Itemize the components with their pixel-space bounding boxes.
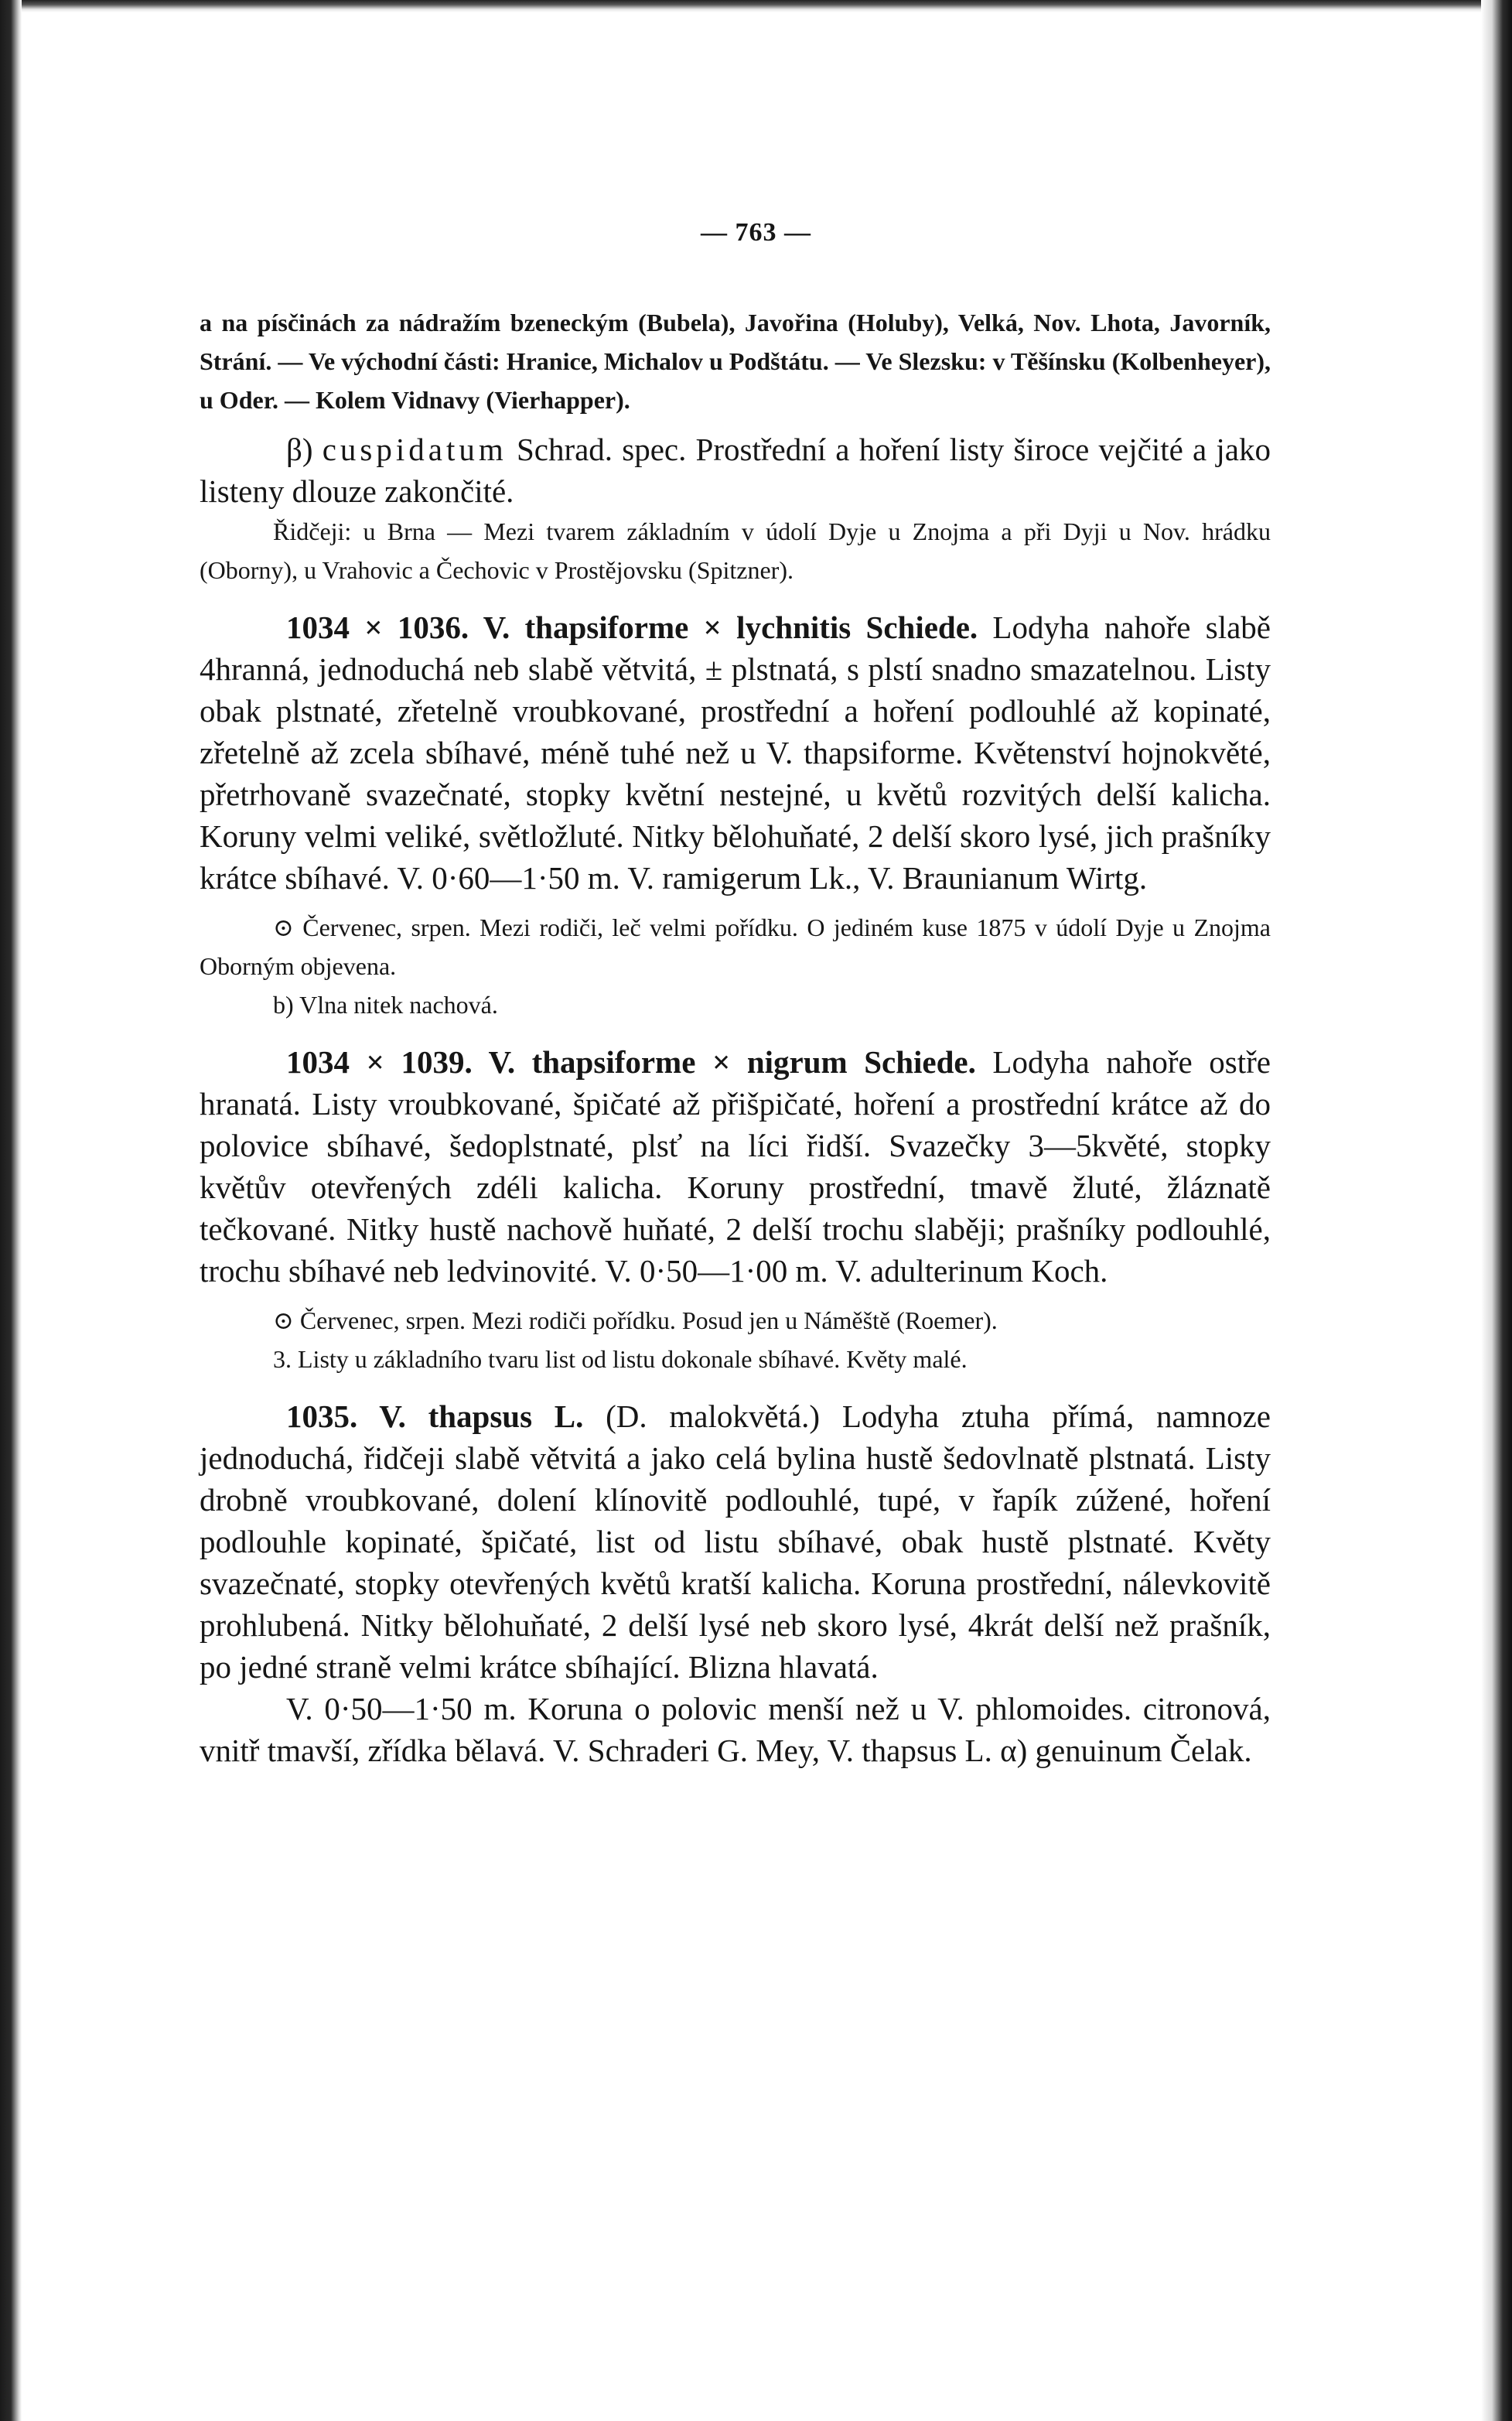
variety-beta-paragraph [200, 429, 1271, 512]
page-body [200, 303, 1271, 1771]
entry-1034x1036-form-b: b) Vlna nitek nachová. [273, 991, 498, 1019]
page-number: — 763 — [701, 218, 811, 247]
page-edge-right [1481, 0, 1512, 2421]
entry-1034x1039 [200, 1041, 1271, 1292]
entry-1035-description: (D. malokvětá.) Lodyha ztuha přímá, namnoze jednoduchá, řidčeji slabě větvitá a jako celá bylina hustě šedovlnatě plstnatá. Listy drobně vroubkované, dolení klínovitě podlouhlé, tupé, v řapík zúžené, hoření podlouhle kopinaté, špičaté, list od listu sbíhavé, obak hustě plstnaté. Květy svazečnaté, stopky otevřených květů kratší kalicha. Koruna prostřední, nálevkovitě prohlubená. Nitky bělohuňaté, 2 delší lysé neb skoro lysé, 4krát delší než prašník, po jedné straně velmi krátce sbíhající. Blizna hlavatá. [200, 1398, 1271, 1685]
entry-1034x1036-title: 1034 × 1036. V. thapsiforme × lychnitis Schiede. [286, 610, 978, 645]
page-edge-top [0, 0, 1512, 12]
entry-1034x1039-section-3: 3. Listy u základního tvaru list od listu dokonale sbíhavé. Květy malé. [273, 1345, 968, 1373]
variety-beta-localities: Řidčeji: u Brna — Mezi tvarem základním v údolí Dyje u Znojma a při Dyji u Nov. hrádku (Oborny), u Vrahovic a Čechovic v Prostějovsku (Spitzner). [200, 517, 1271, 584]
entry-1035 [200, 1395, 1271, 1688]
locality-paragraph: a na písčinách za nádražím bzeneckým (Bubela), Javořina (Holuby), Velká, Nov. Lhota, Javorník, Strání. — Ve východní části: Hranice, Michalov u Podštátu. — Ve Slezsku: v Těšínsku (Kolbenheyer), u Oder. — Kolem Vidnavy (Vierhapper). [200, 309, 1271, 414]
entry-1034x1036-flowering-note: ⊙ Červenec, srpen. Mezi rodiči, leč velmi pořídku. O jediném kuse 1875 v údolí Dyje u Znojma Oborným objevena. [200, 913, 1271, 980]
entry-1034x1036 [200, 606, 1271, 899]
page-edge-left [0, 0, 22, 2421]
entry-1035-title: 1035. V. thapsus L. [286, 1398, 584, 1434]
entry-1034x1036-description: Lodyha nahoře slabě 4hranná, jednoduchá neb slabě větvitá, ± plstnatá, s plstí snadno smazatelnou. Listy obak plstnaté, zřetelně vroubkované, prostřední a hoření podlouhlé až kopinaté, zřetelně až zcela sbíhavé, méně tuhé než u V. thapsiforme. Květenství hojnokvěté, přetrhovaně svazečnaté, stopky květní nestejné, u květů rozvitých delší kalicha. Koruny velmi veliké, světložluté. Nitky bělohuňaté, 2 delší skoro lysé, jich prašníky krátce sbíhavé. V. 0·60—1·50 m. V. ramigerum Lk., V. Braunianum Wirtg. [200, 610, 1271, 896]
entry-1034x1039-title: 1034 × 1039. V. thapsiforme × nigrum Schiede. [286, 1044, 976, 1080]
variety-beta-label: β) [286, 432, 323, 467]
entry-1034x1039-description: Lodyha nahoře ostře hranatá. Listy vroubkované, špičaté až přišpičaté, hoření a prostřední krátce až do polovice sbíhavé, šedoplstnaté, plsť na líci řidší. Svazečky 3—5květé, stopky květův otevřených zdéli kalicha. Koruny prostřední, tmavě žluté, žláznatě tečkované. Nitky hustě nachově huňaté, 2 delší trochu slaběji; prašníky podlouhlé, trochu sbíhavé neb ledvinovité. V. 0·50—1·00 m. V. adulterinum Koch. [200, 1044, 1271, 1289]
variety-name-cuspidatum: cuspidatum [322, 432, 507, 467]
entry-1034x1039-flowering-note: ⊙ Červenec, srpen. Mezi rodiči pořídku. Posud jen u Náměště (Roemer). [273, 1306, 998, 1334]
variety-beta-description: Schrad. spec. Prostřední a hoření listy široce vejčité a jako listeny dlouze zakončité. [200, 432, 1271, 509]
entry-1035-height-paragraph: V. 0·50—1·50 m. Koruna o polovic menší než u V. phlomoides. citronová, vnitř tmavší, zřídka bělavá. V. Schraderi G. Mey, V. thapsus L. α) genuinum Čelak. [200, 1691, 1271, 1768]
